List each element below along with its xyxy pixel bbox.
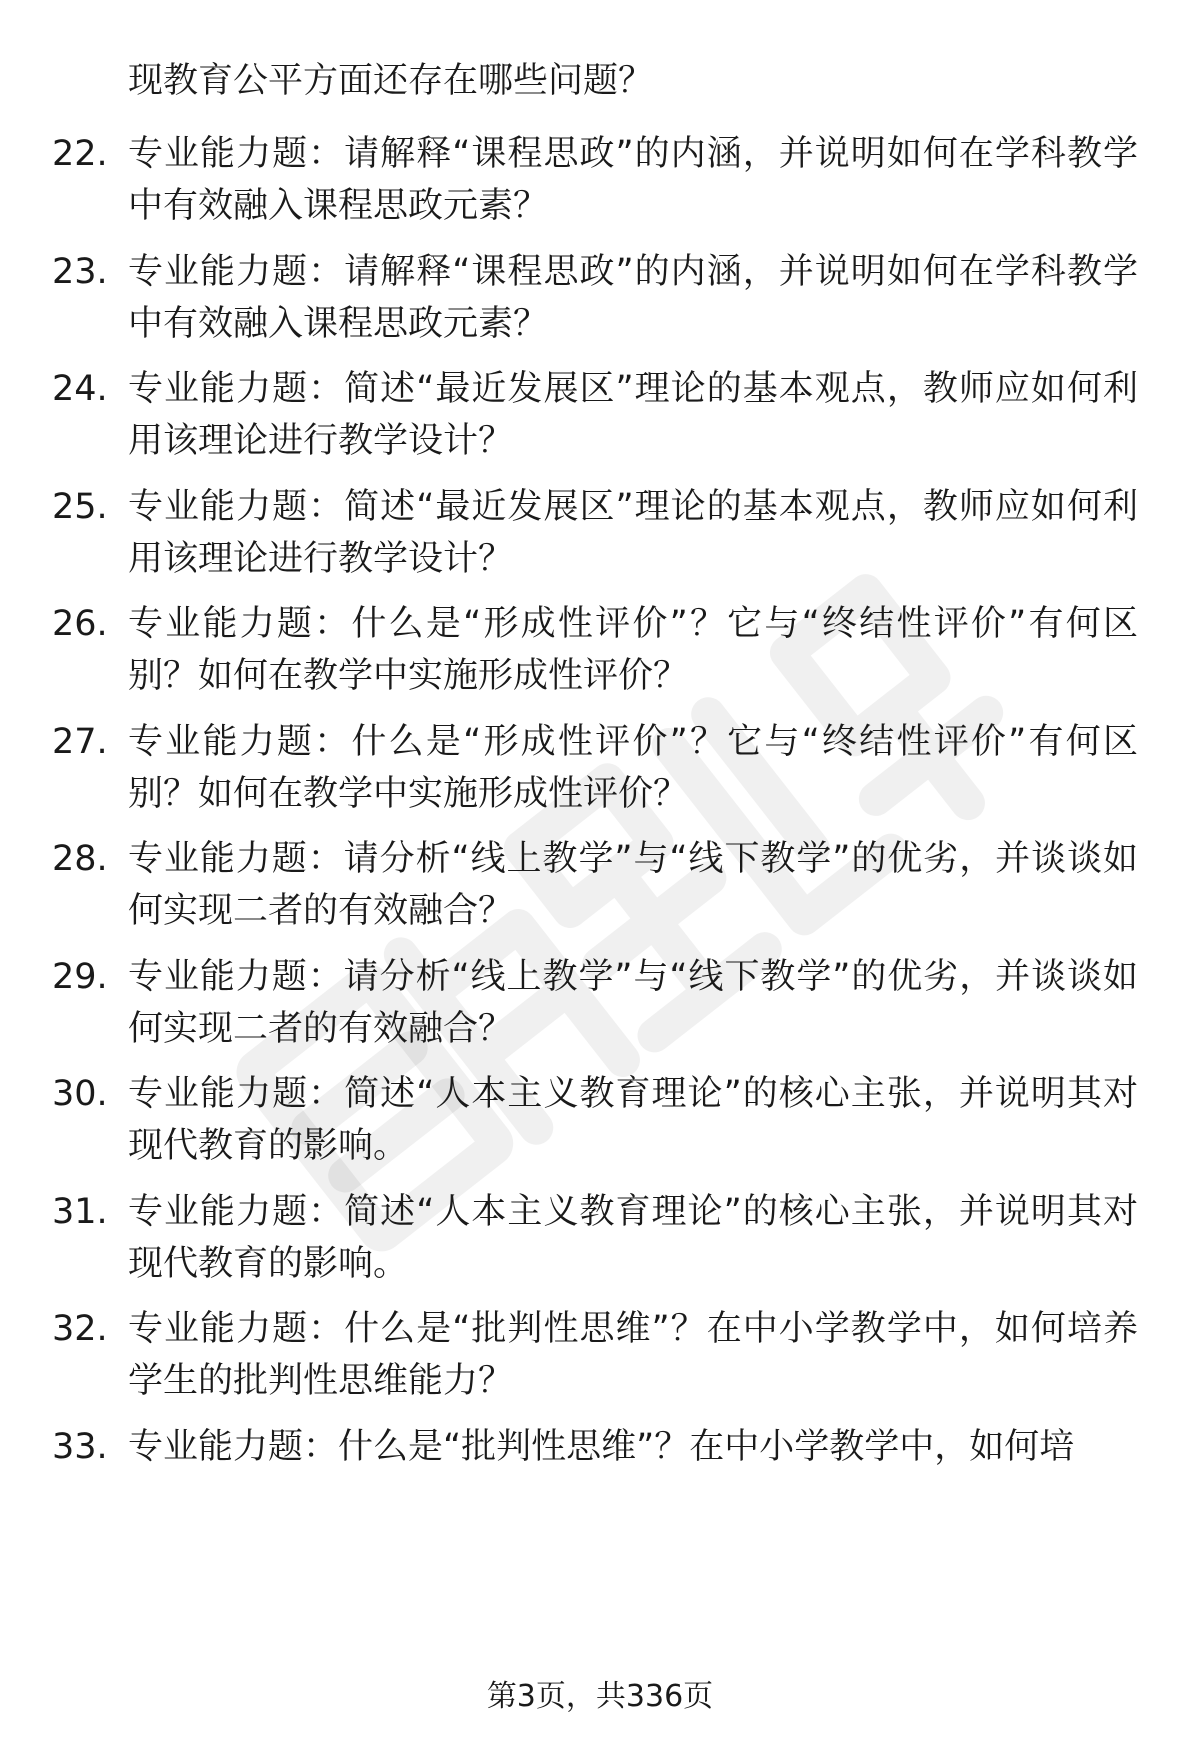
question-text: 专业能力题：简述“人本主义教育理论”的核心主张，并说明其对现代教育的影响。 [128, 1074, 1138, 1166]
question-item [0, 1303, 1200, 1413]
question-item [0, 1186, 1200, 1296]
question-text: 专业能力题：简述“人本主义教育理论”的核心主张，并说明其对现代教育的影响。 [128, 1192, 1138, 1284]
question-item [0, 716, 1200, 826]
question-number: 26. [52, 604, 108, 644]
question-number: 24. [52, 369, 108, 409]
question-item [0, 128, 1200, 238]
question-number: 28. [52, 839, 108, 879]
question-text: 专业能力题：请解释“课程思政”的内涵，并说明如何在学科教学中有效融入课程思政元素？ [128, 134, 1138, 226]
question-text: 专业能力题：简述“最近发展区”理论的基本观点，教师应如何利用该理论进行教学设计？ [128, 369, 1138, 461]
question-item [0, 1421, 1200, 1531]
question-number: 25. [52, 487, 108, 527]
question-item [0, 1068, 1200, 1178]
question-text: 专业能力题：什么是“形成性评价”？它与“终结性评价”有何区别？如何在教学中实施形成性评价？ [128, 722, 1138, 814]
question-number: 22. [52, 134, 108, 174]
question-number: 27. [52, 722, 108, 762]
question-item [0, 246, 1200, 356]
question-text: 专业能力题：什么是“批判性思维”？在中小学教学中，如何培 [128, 1427, 1075, 1467]
question-item [0, 598, 1200, 708]
question-number: 29. [52, 957, 108, 997]
question-item [0, 951, 1200, 1061]
question-number: 23. [52, 252, 108, 292]
question-text: 专业能力题：请分析“线上教学”与“线下教学”的优劣，并谈谈如何实现二者的有效融合？ [128, 957, 1138, 1049]
question-item [0, 833, 1200, 943]
question-item [0, 481, 1200, 591]
question-text: 专业能力题：什么是“形成性评价”？它与“终结性评价”有何区别？如何在教学中实施形成性评价？ [128, 604, 1138, 696]
question-text: 专业能力题：请分析“线上教学”与“线下教学”的优劣，并谈谈如何实现二者的有效融合？ [128, 839, 1138, 931]
question-number: 33. [52, 1427, 108, 1467]
question-number: 30. [52, 1074, 108, 1114]
page-footer: 第3页，共336页 [486, 1679, 714, 1714]
question-number: 31. [52, 1192, 108, 1232]
question-item [0, 363, 1200, 473]
question-text: 专业能力题：什么是“批判性思维”？在中小学教学中，如何培养学生的批判性思维能力？ [128, 1309, 1138, 1401]
question-number: 32. [52, 1309, 108, 1349]
question-text: 专业能力题：请解释“课程思政”的内涵，并说明如何在学科教学中有效融入课程思政元素？ [128, 252, 1138, 344]
question-text: 专业能力题：简述“最近发展区”理论的基本观点，教师应如何利用该理论进行教学设计？ [128, 487, 1138, 579]
continuation-text: 现教育公平方面还存在哪些问题？ [128, 61, 654, 101]
